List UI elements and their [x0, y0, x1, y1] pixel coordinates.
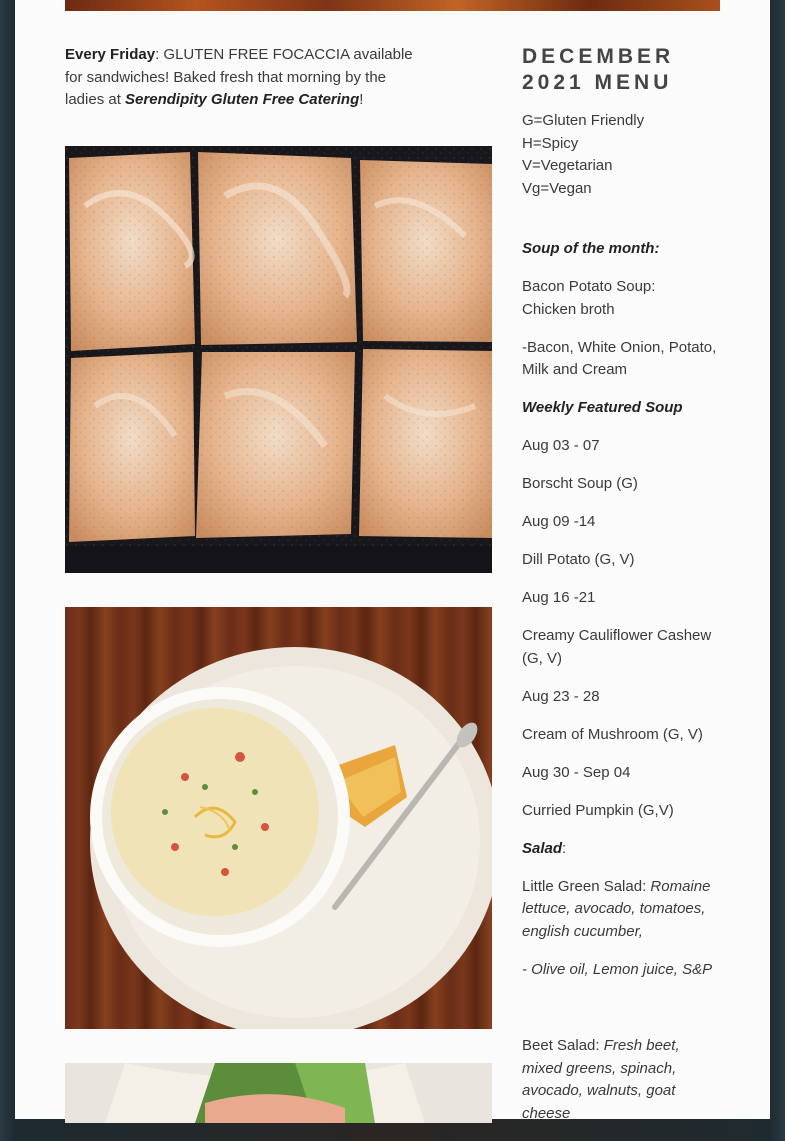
week-soup: Dill Potato (G, V): [522, 551, 635, 568]
week-dates: Aug 03 - 07: [522, 437, 600, 454]
focaccia-photo: [65, 146, 492, 573]
soup-of-month-name: Bacon Potato Soup:: [522, 278, 656, 295]
legend-item: G=Gluten Friendly: [522, 112, 645, 129]
caterer-name: Serendipity Gluten Free Catering: [125, 91, 360, 108]
beet-salad-name: Beet Salad:: [522, 1037, 604, 1054]
beet-salad-desc: Fresh beet, mixed greens, spinach, avocado, walnuts, goat cheese: [522, 1037, 680, 1122]
soup-of-month-broth: Chicken broth: [522, 300, 615, 318]
menu-title: [522, 44, 722, 96]
week-soup: Curried Pumpkin (G,V): [522, 801, 674, 819]
week-soup: Creamy Cauliflower Cashew (G, V): [522, 627, 712, 667]
week-dates: Aug 16 -21: [522, 589, 596, 606]
week-dates: Aug 09 -14: [522, 513, 596, 530]
left-column: [65, 44, 492, 112]
little-green-salad-name: Little Green Salad:: [522, 877, 651, 895]
soup-of-month: [522, 276, 722, 321]
week-dates: Aug 23 - 28: [522, 687, 600, 705]
week-dates: Aug 30 - Sep 04: [522, 763, 631, 781]
little-green-salad-desc: Romaine lettuce, avocado, tomatoes, english cucumber,: [522, 877, 711, 940]
every-friday-label: Every Friday: [65, 46, 156, 63]
dietary-legend: [522, 110, 722, 200]
announcement-text: : GLUTEN FREE FOCACCIA available for sandwiches! Baked fresh that morning by the ladies at: [65, 46, 413, 108]
salad-heading-label: Salad: [522, 839, 563, 857]
announcement-end: !: [359, 91, 364, 108]
legend-item: Vg=Vegan: [522, 179, 592, 197]
little-green-salad: [522, 876, 722, 944]
little-green-dressing: - Olive oil, Lemon juice, S&P: [522, 960, 713, 978]
salad-heading: [522, 838, 722, 861]
weekly-soup-heading: Weekly Featured Soup: [522, 399, 683, 416]
header-image: [65, 0, 720, 11]
soup-photo: [65, 607, 492, 1029]
week-soup: Cream of Mushroom (G, V): [522, 725, 703, 743]
focaccia-announcement: [65, 44, 425, 112]
legend-item: H=Spicy: [522, 134, 579, 152]
menu-title-line1: DECEMBER: [522, 45, 675, 68]
salad-heading-colon: :: [562, 839, 567, 857]
week-soup: Borscht Soup (G): [522, 475, 638, 492]
salad-photo: [65, 1063, 492, 1123]
soup-of-month-ingredients: -Bacon, White Onion, Potato, Milk and Cream: [522, 338, 717, 378]
menu-column: [522, 44, 722, 1141]
page-content: [15, 0, 770, 1122]
legend-item: V=Vegetarian: [522, 157, 613, 174]
soup-of-month-heading: Soup of the month:: [522, 240, 660, 257]
menu-title-line2: 2021 MENU: [522, 71, 673, 94]
beet-salad: [522, 1035, 722, 1125]
